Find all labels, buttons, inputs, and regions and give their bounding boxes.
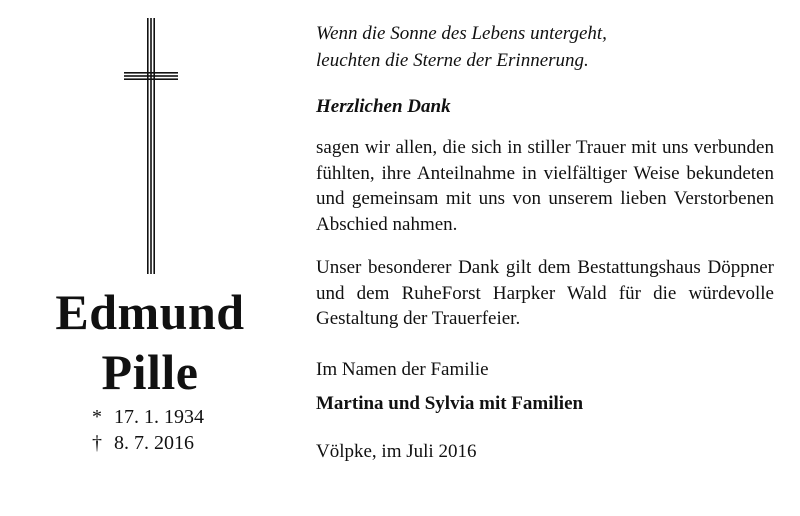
motto-line-1: Wenn die Sonne des Lebens untergeht, xyxy=(316,23,607,44)
thanks-heading: Herzlichen Dank xyxy=(316,96,451,117)
thanks-paragraph-2: Unser besonderer Dank gilt dem Bestattungshaus Döppner und dem RuheForst Harpker Wald für die würdevolle Gestaltung der Trauerfeier. xyxy=(316,257,774,329)
death-date-row xyxy=(92,430,204,456)
birth-date: 17. 1. 1934 xyxy=(114,406,204,428)
motto-line-2: leuchten die Sterne der Erinnerung. xyxy=(316,50,589,71)
family-names: Martina und Sylvia mit Familien xyxy=(316,392,584,414)
deceased-last-name: Pille xyxy=(101,344,199,400)
deceased-panel xyxy=(0,0,300,516)
birth-date-row xyxy=(92,404,204,430)
deceased-first-name: Edmund xyxy=(55,284,245,340)
place-date: Völpke, im Juli 2016 xyxy=(316,440,477,462)
death-symbol: † xyxy=(92,432,102,454)
thanks-paragraph-1: sagen wir allen, die sich in stiller Trauer mit uns verbunden fühlten, ihre Anteilnahme in vielfältiger Weise bekundeten und gemeinsam mit uns von unserem lieben Verstorbenen Abschied nahmen. xyxy=(316,137,774,235)
motto xyxy=(316,20,776,74)
birth-symbol: * xyxy=(92,406,102,428)
family-intro: Im Namen der Familie xyxy=(316,358,489,380)
message-panel xyxy=(316,20,776,465)
cross-icon xyxy=(124,18,178,274)
death-date: 8. 7. 2016 xyxy=(114,432,194,454)
life-dates xyxy=(92,404,204,456)
